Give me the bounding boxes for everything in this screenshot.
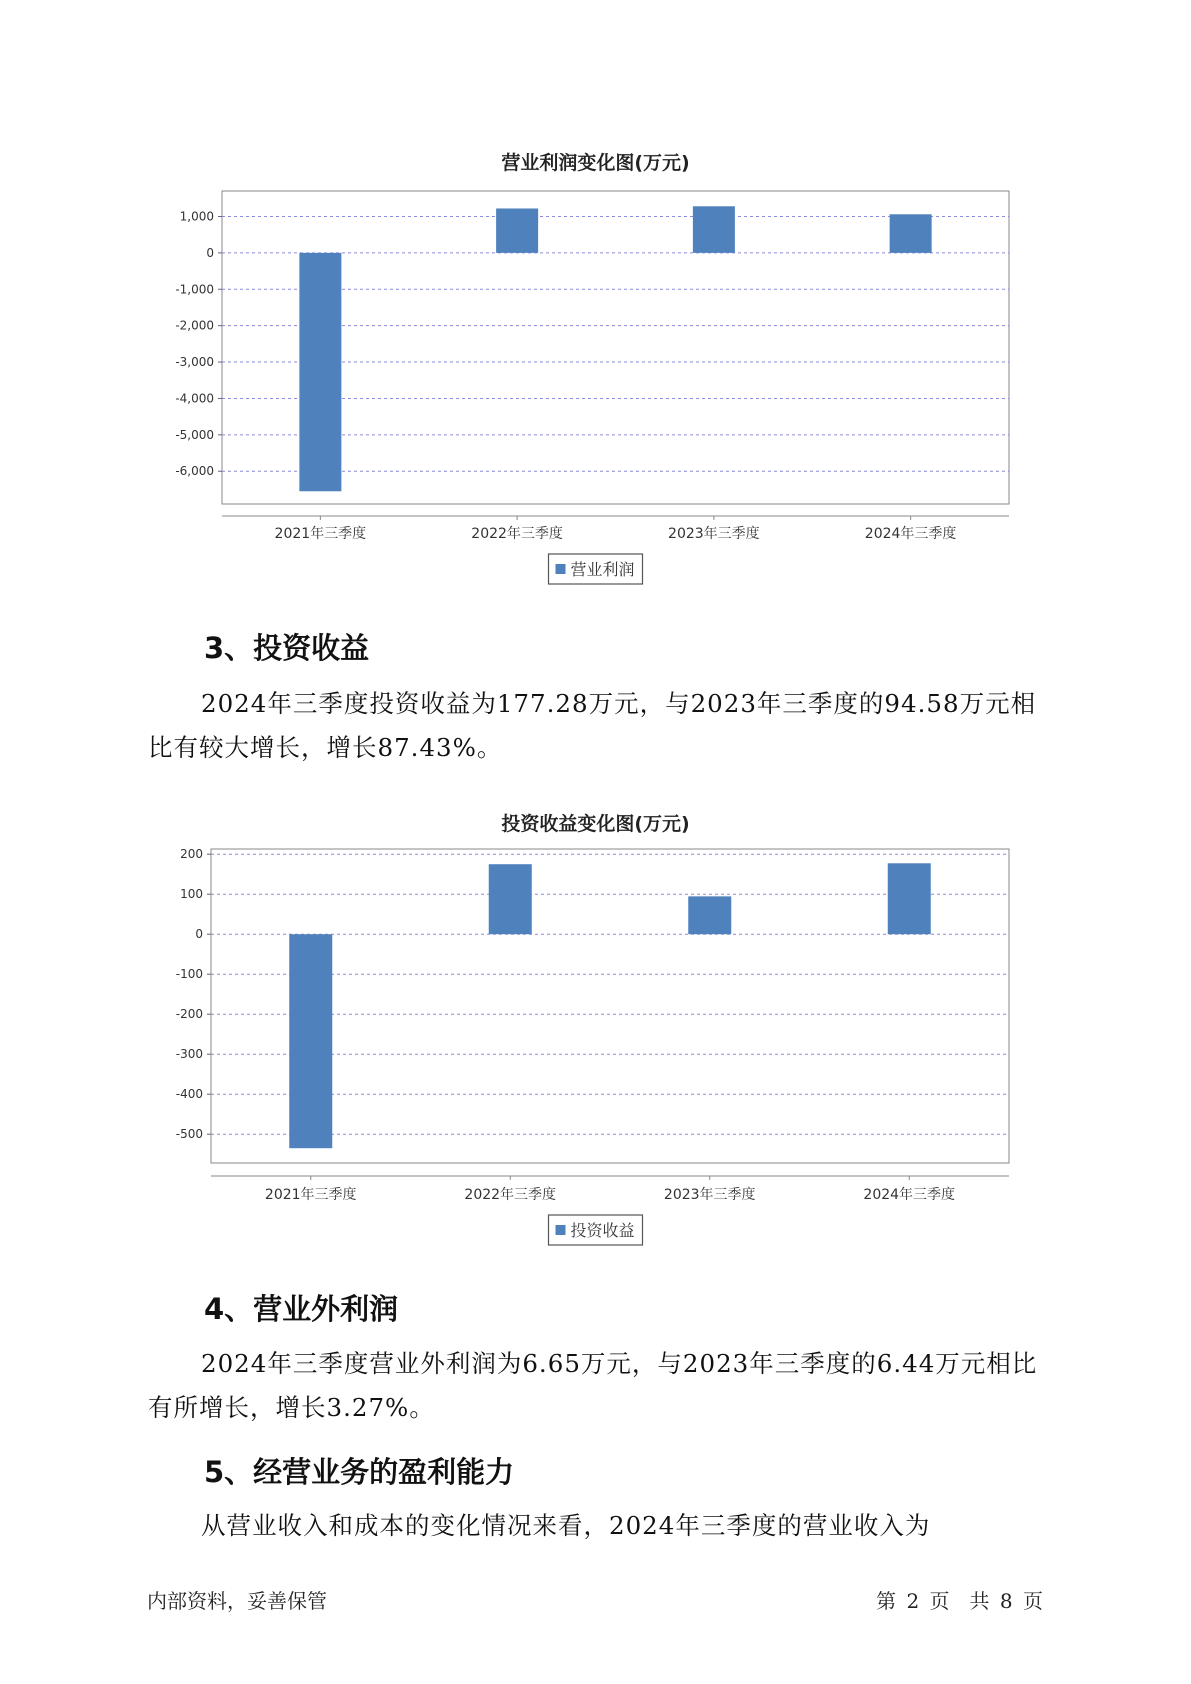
x-category-label: 2021年三季度 [274, 526, 367, 542]
footer-confidential-note: 内部资料，妥善保管 [147, 1589, 327, 1613]
x-category-label: 2023年三季度 [663, 1187, 756, 1203]
footer-page-number: 第 2 页 共 8 页 [876, 1589, 1043, 1613]
x-category-label: 2021年三季度 [264, 1187, 357, 1203]
y-tick-label: -1,000 [175, 282, 214, 297]
legend-swatch [556, 564, 566, 574]
chart1-title: 营业利润变化图(万元) [501, 152, 690, 174]
operating-profit-chart [0, 150, 1191, 590]
chart2-title: 投资收益变化图(万元) [501, 813, 690, 835]
section-3-heading: 3、投资收益 [204, 631, 370, 665]
investment-income-chart [0, 811, 1191, 1251]
section-4-heading: 4、营业外利润 [204, 1292, 399, 1326]
y-tick-label: 200 [180, 847, 203, 862]
section-5-heading: 5、经营业务的盈利能力 [204, 1455, 515, 1489]
y-tick-label: -6,000 [175, 464, 214, 479]
section-3-paragraph: 2024年三季度投资收益为177.28万元，与2023年三季度的94.58万元相比有较大增长，增长87.43%。 [148, 689, 1037, 762]
legend-label: 投资收益 [570, 1221, 635, 1240]
bar [289, 934, 332, 1148]
legend-label: 营业利润 [570, 560, 635, 579]
y-tick-label: -500 [175, 1127, 203, 1142]
bar [693, 206, 735, 253]
y-tick-label: 0 [195, 927, 203, 942]
y-tick-label: -4,000 [175, 391, 214, 406]
x-category-label: 2024年三季度 [863, 1187, 956, 1203]
x-category-label: 2022年三季度 [464, 1187, 557, 1203]
bar [299, 253, 341, 491]
bar [888, 863, 931, 934]
bar [688, 896, 731, 934]
bar [890, 214, 932, 253]
x-category-label: 2022年三季度 [471, 526, 563, 542]
y-tick-label: -400 [175, 1087, 203, 1102]
y-tick-label: -2,000 [175, 318, 214, 333]
y-tick-label: -5,000 [175, 427, 214, 442]
bar [489, 864, 532, 934]
y-tick-label: 100 [180, 887, 203, 902]
x-category-label: 2023年三季度 [668, 526, 760, 542]
y-tick-label: -100 [175, 967, 203, 982]
y-tick-label: -200 [175, 1007, 203, 1022]
y-tick-label: 1,000 [179, 209, 214, 224]
y-tick-label: -3,000 [175, 355, 214, 370]
legend-swatch [556, 1225, 566, 1235]
section-5-paragraph: 从营业收入和成本的变化情况来看，2024年三季度的营业收入为 [201, 1511, 931, 1540]
bar [496, 208, 538, 252]
x-category-label: 2024年三季度 [864, 526, 957, 542]
y-tick-label: 0 [206, 245, 214, 260]
y-tick-label: -300 [175, 1047, 203, 1062]
section-4-paragraph: 2024年三季度营业外利润为6.65万元，与2023年三季度的6.44万元相比有所增长，增长3.27%。 [148, 1349, 1038, 1422]
